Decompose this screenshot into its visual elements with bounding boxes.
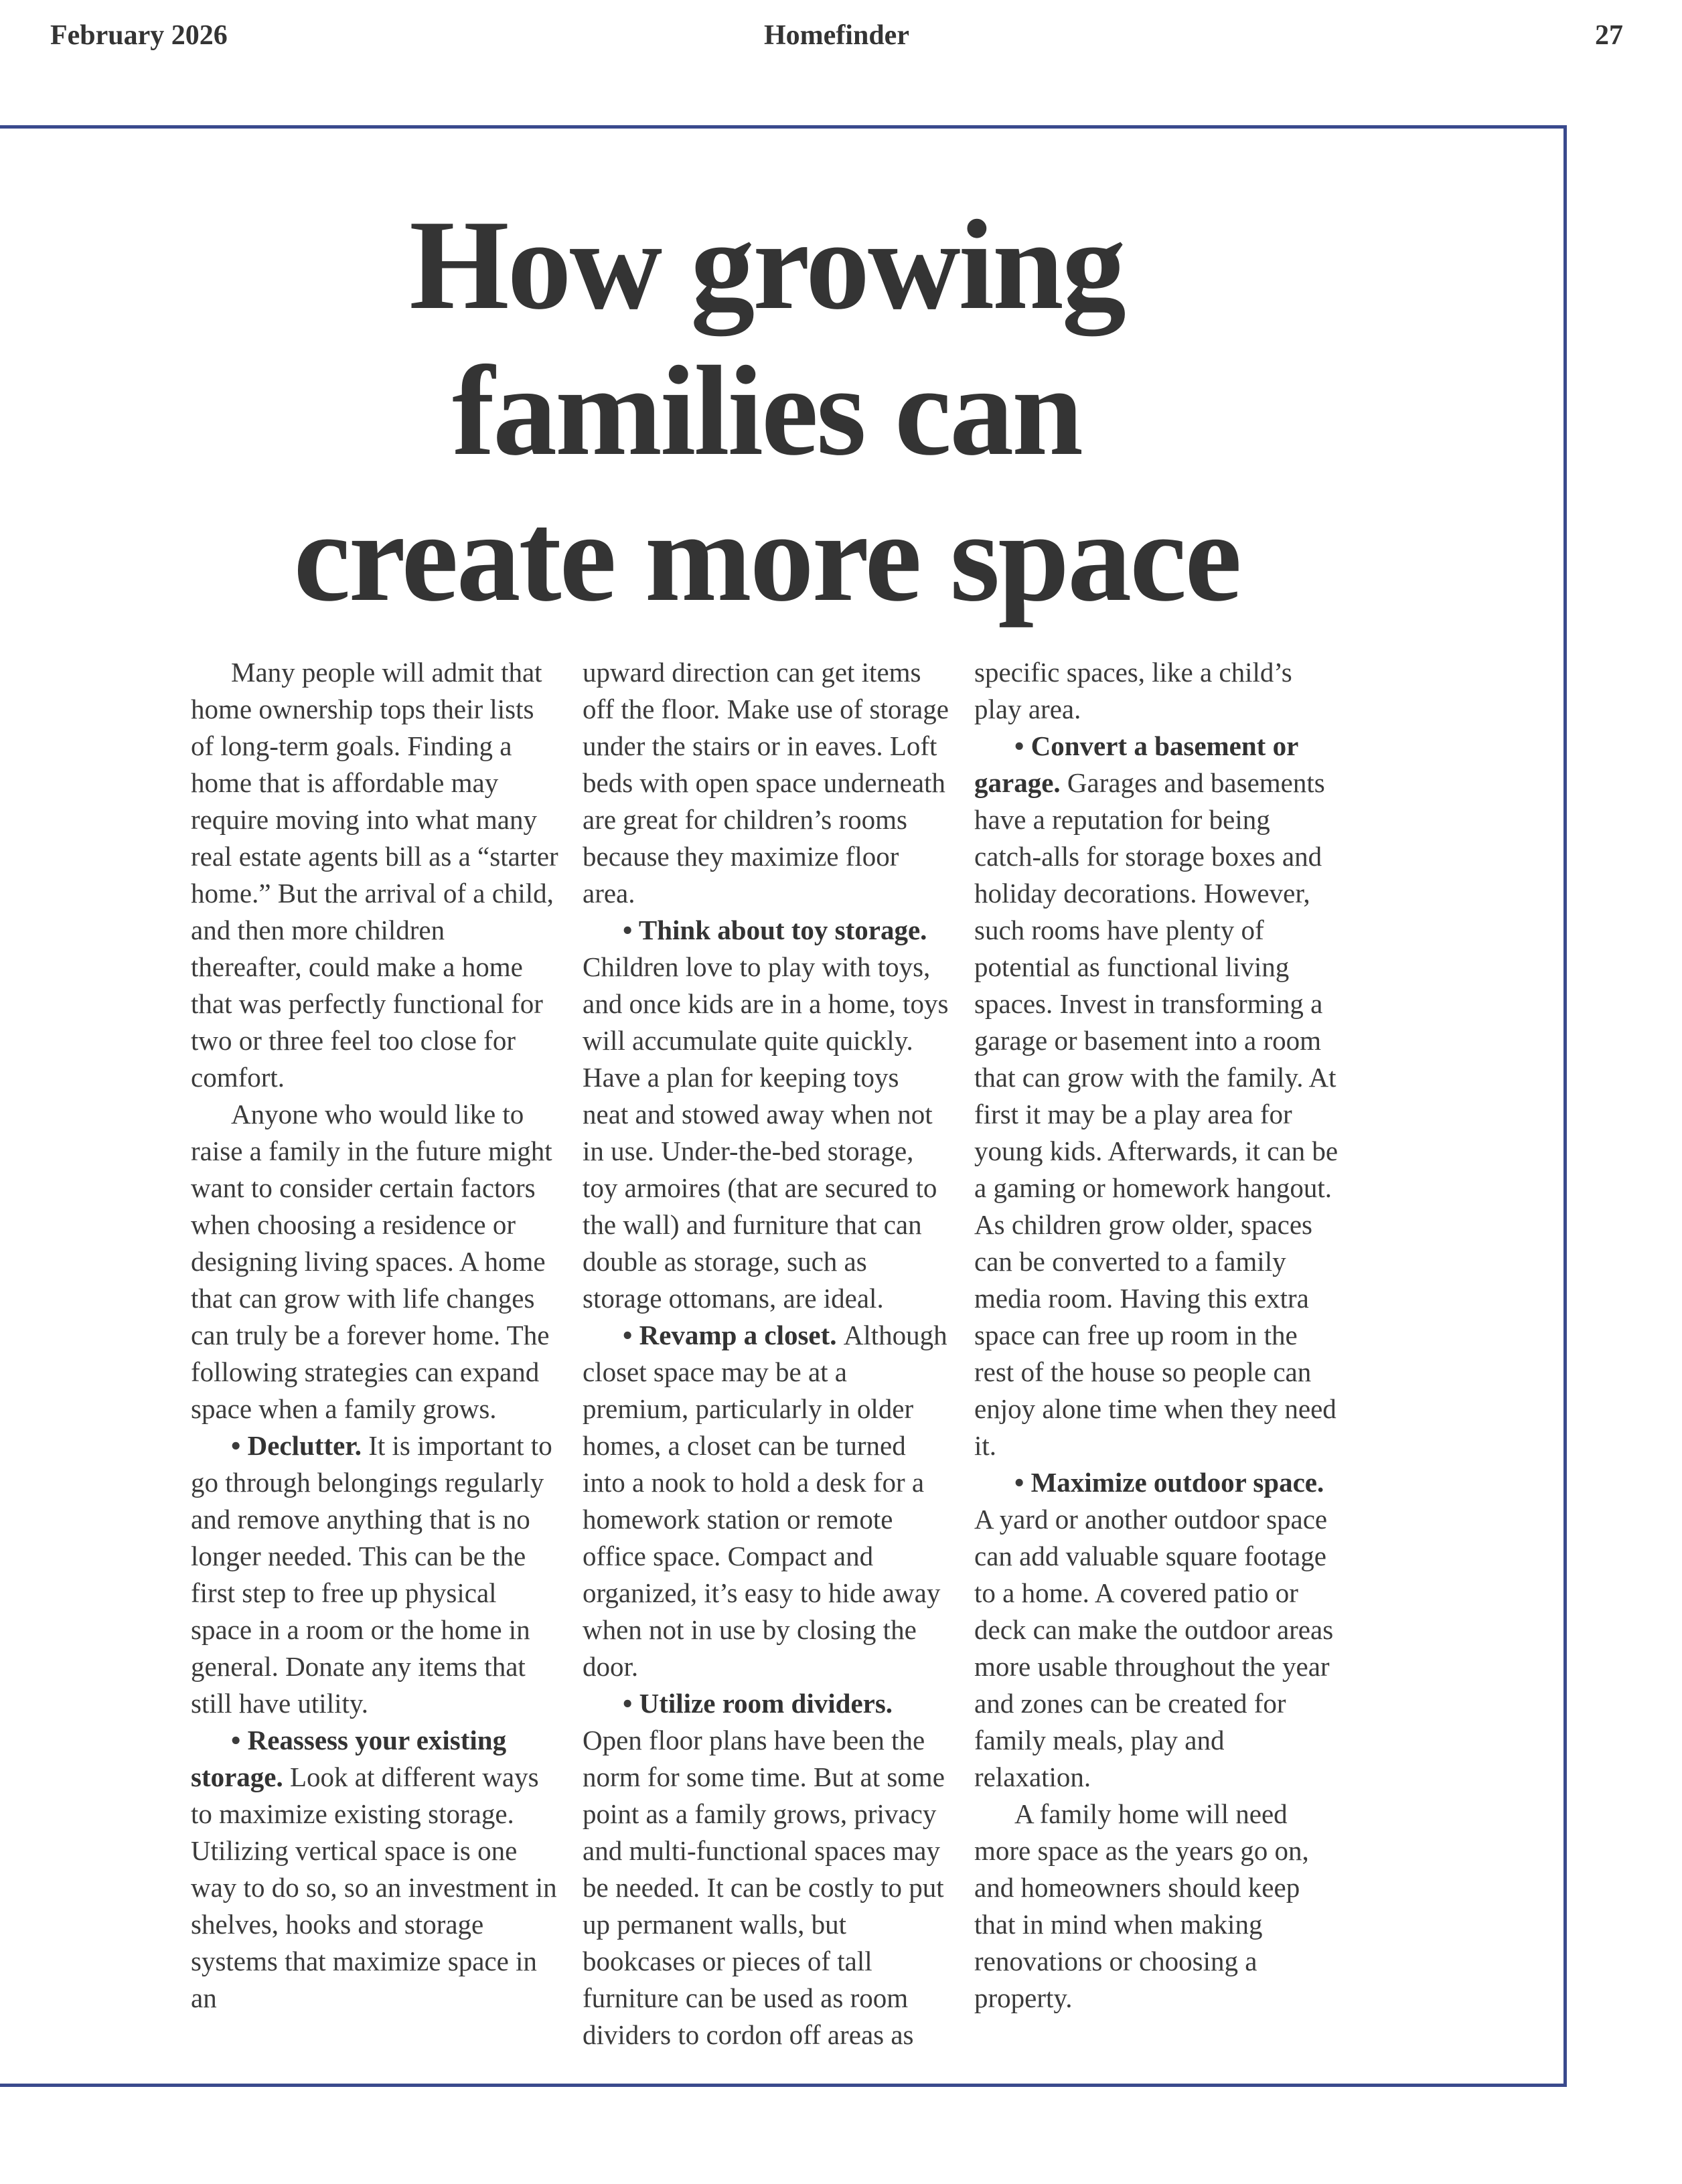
bullet-icon: • xyxy=(231,1725,248,1756)
paragraph-lead: Declutter. xyxy=(247,1430,369,1461)
paragraph-lead: Maximize outdoor space. xyxy=(1030,1467,1324,1498)
article-paragraph: A family home will need more space as the years go on, and homeowners should keep that in mind when making renovations or choosing a property. xyxy=(974,1798,1309,2013)
paragraph-lead: Convert a basement or garage. xyxy=(974,730,1298,798)
article-columns xyxy=(191,654,1343,2053)
publication-title: Homefinder xyxy=(764,20,909,51)
paragraph-lead: Utilize room dividers. xyxy=(639,1688,893,1719)
article-paragraph: • Declutter. It is important to go through belongings regularly and remove anything that is no longer needed. This can be the first step to free up physical space in a room or the home in general. Donate any items that still have utility. xyxy=(191,1430,552,1719)
article-paragraph: Anyone who would like to raise a family in the future might want to consider certain factors when choosing a residence or designing living spaces. A home that can grow with life changes can truly be a forever home. The following strategies can expand space when a family grows. xyxy=(191,1099,552,1424)
article-column-2 xyxy=(583,654,951,2053)
article-paragraph: • Convert a basement or garage. Garages and basements have a reputation for being catch-alls for storage boxes and holiday decorations. However, such rooms have plenty of potential as functional living spaces. Invest in transforming a garage or basement into a room that can grow with the family. At first it may be a play area for young kids. Afterwards, it can be a gaming or homework hangout. As children grow older, spaces can be converted to a family media room. Having this extra space can free up room in the rest of the house so people can enjoy alone time when they need it. xyxy=(974,730,1339,1461)
article-column-1 xyxy=(191,654,559,2053)
article-column-3 xyxy=(974,654,1343,2053)
paragraph-lead: Revamp a closet. xyxy=(639,1320,844,1350)
article-paragraph: • Reassess your existing storage. Look at different ways to maximize existing storage. Utilizing vertical space is one way to do so, so an investment in shelves, hooks and storage systems that maximize space in an xyxy=(191,1725,557,2013)
article-paragraph: Many people will admit that home ownership tops their lists of long-term goals. Finding a home that is affordable may require moving into what many real estate agents bill as a “starter home.” But the arrival of a child, and then more children thereafter, could make a home that was perfectly functional for two or three feel too close for comfort. xyxy=(191,657,558,1093)
article-paragraph: • Utilize room dividers. Open floor plans have been the norm for some time. But at some point as a family grows, privacy and multi-functional spaces may be needed. It can be costly to put up permanent walls, but bookcases or pieces of tall furniture can be used as room dividers to cordon off areas as xyxy=(583,1688,945,2050)
bullet-icon: • xyxy=(231,1430,248,1461)
bullet-icon: • xyxy=(623,1320,639,1350)
bullet-icon: • xyxy=(1014,1467,1031,1498)
page-number: 27 xyxy=(1595,20,1623,51)
bullet-icon: • xyxy=(623,1688,639,1719)
article-paragraph: • Revamp a closet. Although closet space may be at a premium, particularly in older homes, a closet can be turned into a nook to hold a desk for a homework station or remote office space. Compact and organized, it’s easy to hide away when not in use by closing the door. xyxy=(583,1320,947,1682)
paragraph-lead: Think about toy storage. xyxy=(638,915,927,945)
issue-date: February 2026 xyxy=(50,20,228,51)
headline-line-2: families can xyxy=(452,339,1081,482)
article-paragraph: • Think about toy storage. Children love to play with toys, and once kids are in a home, toys will accumulate quite quickly. Have a plan for keeping toys neat and stowed away when not in use. Under-the-bed storage, toy armoires (that are secured to the wall) and furniture that can double as storage, such as storage ottomans, are ideal. xyxy=(583,915,949,1314)
article-paragraph: upward direction can get items off the floor. Make use of storage under the stairs or in eaves. Loft beds with open space underneath are great for children’s rooms because they maximize floor area. xyxy=(583,657,949,909)
paragraph-lead: Reassess your existing storage. xyxy=(191,1725,507,1792)
article-paragraph: specific spaces, like a child’s play area. xyxy=(974,657,1292,724)
headline-line-3: create more space xyxy=(293,485,1240,628)
bullet-icon: • xyxy=(1014,730,1031,761)
article-box xyxy=(0,125,1567,2087)
bullet-icon: • xyxy=(623,915,639,945)
article-headline xyxy=(191,192,1343,630)
article-paragraph: • Maximize outdoor space. A yard or another outdoor space can add valuable square footage to a home. A covered patio or deck can make the outdoor areas more usable throughout the year and zones can be created for family meals, play and relaxation. xyxy=(974,1467,1334,1792)
page-header xyxy=(50,20,1623,60)
headline-line-1: How growing xyxy=(409,193,1124,336)
